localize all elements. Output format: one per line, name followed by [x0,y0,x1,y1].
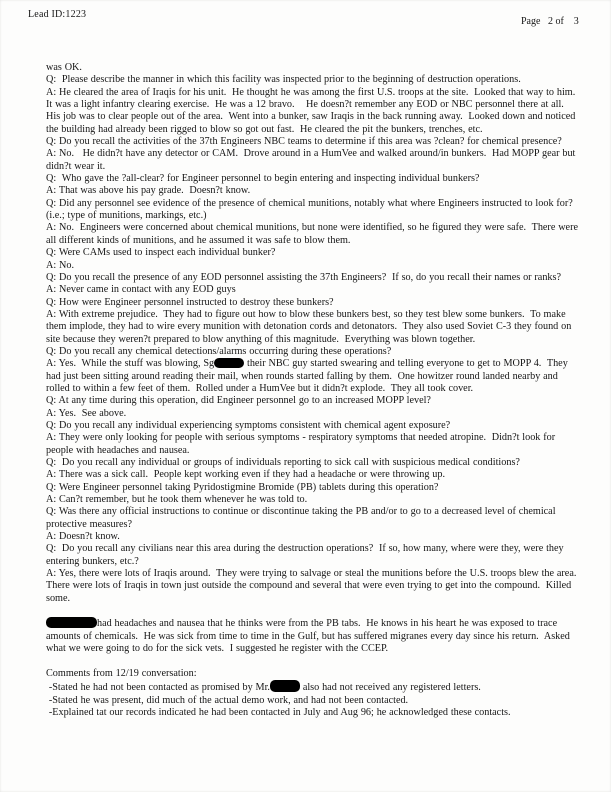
paragraph [46,309,578,346]
paragraph [46,707,578,719]
text-segment: their NBC guy started swearing and telling everyone to get to MOPP 4. They had just been sitting around reading their mail, when rounds started falling by them. One howitzer round landed nearby and rolled to within a few feet of them. Rolled under a HumVee but it didn?t explode. They all took cover. [46,358,571,394]
paragraph [46,222,581,247]
paragraph [46,198,578,223]
text-segment: Q: Do you recall any chemical detections/alarms occurring during these operations? [46,345,392,357]
redaction-box [270,680,300,692]
text-segment: A: Doesn?t know. [46,531,120,543]
text-segment: -Stated he was present, did much of the actual demo work, and had not been contacted. [46,694,409,706]
paragraph [46,272,578,284]
paragraph [46,543,578,568]
paragraph [46,680,578,694]
paragraph [46,432,578,457]
text-segment: Q: At any time during this operation, did Engineer personnel go to an increased MOPP level? [46,395,431,407]
text-segment: Q: Do you recall any individual experiencing symptoms consistent with chemical agent exposure? [46,419,451,431]
text-segment: Q: Do you recall the activities of the 37th Engineers NBC teams to determine if this area was ?clean? for chemical presence? [46,136,562,148]
paragraph [46,136,578,148]
paragraph [46,457,578,469]
paragraph [46,668,578,680]
text-segment: A: He cleared the area of Iraqis for his unit. He thought he was among the first U.S. troops at the site. Looked that way to him. It was a light infantry clearing exercise. He was a 12 bravo. He doesn?t remember any EOD or NBC personnel there at all. His job was to clear people out of the area. Went into a bunker, saw Iraqis in the back running away. Looked down and noticed the building had already been rigged to blow so got out fast. He cleared the pit the bunkers, trenches, etc. [46,86,581,135]
paragraph [46,358,578,395]
text-segment: Q: Were CAMs used to inspect each individual bunker? [46,247,276,259]
text-segment: Q: Were Engineer personnel taking Pyridostigmine Bromide (PB) tablets during this operation? [46,481,439,493]
text-segment: had headaches and nausea that he thinks were from the PB tabs. He knows in his heart he was exposed to trace amounts of chemicals. He was sick from time to time in the Gulf, but has suffered migranes every day since his return. Asked what we were going to do for the sick vets. I suggested he register with the CCEP. [46,618,573,655]
text-segment: A: Yes. While the stuff was blowing, Sg [46,358,215,370]
paragraph [46,284,578,296]
page-number: Page 2 of 3 [521,16,579,27]
text-segment: -Explained tat our records indicated he had been contacted in July and Aug 96; he acknowledged these contacts. [46,706,511,718]
text-segment: Comments from 12/19 conversation: [46,667,197,679]
text-segment: -Stated he had not been contacted as promised by Mr. [46,682,270,694]
text-segment: A: No. Engineers were concerned about chemical munitions, but none were identified, so he figured they were safe. There were all different kinds of munitions, and he assumed it was safe to blow them. [46,222,581,246]
paragraph [46,531,578,543]
paragraph [46,74,578,86]
paragraph [46,86,581,136]
text-segment: also had not received any registered letters. [299,682,481,694]
redaction-box [214,358,244,368]
paragraph [46,494,578,506]
paragraph [46,148,578,173]
text-segment: A: Can?t remember, but he took them whenever he was told to. [46,494,308,506]
text-segment: Q: Please describe the manner in which this facility was inspected prior to the beginning of destruction operations. [46,74,521,86]
text-segment: A: No. He didn?t have any detector or CAM. Drove around in a HumVee and walked around/in bunkers. Had MOPP gear but didn?t wear it. [46,148,579,172]
paragraph [46,185,578,197]
text-segment: A: Never came in contact with any EOD guys [46,284,236,296]
text-segment: A: Yes. See above. [46,407,127,419]
text-segment: Q: Was there any official instructions to continue or discontinue taking the PB and/or to go to a decreased level of chemical protective measures? [46,506,559,530]
paragraph [46,469,578,481]
redaction-box [46,617,97,628]
text-segment: Q: Who gave the ?all-clear? for Engineer personnel to begin entering and inspecting individual bunkers? [46,173,480,185]
paragraph [46,395,578,407]
paragraph [46,506,578,531]
text-segment: A: No. [46,259,75,271]
text-segment: Q: How were Engineer personnel instructed to destroy these bunkers? [46,296,334,308]
text-segment: was OK. [46,62,82,73]
text-segment: A: Yes, there were lots of Iraqis around. They were trying to salvage or steal the munitions before the U.S. troops blew the area. There were lots of Iraqis in town just outside the compound and several that were even trying to get into the compound. Killed some. [46,568,582,604]
text-segment: A: They were only looking for people with serious symptoms - respiratory symptoms that needed atropine. Didn?t look for people with headaches and nausea. [46,432,558,456]
text-segment: Q: Do you recall any civilians near this area during the destruction operations? If so, how many, where were they, were they entering bunkers, etc.? [46,543,567,567]
lead-id: Lead ID:1223 [28,9,87,20]
paragraph [46,62,578,74]
paragraph [46,482,578,494]
paragraph [46,420,578,432]
document-body [46,62,582,719]
paragraph [46,695,578,707]
text-segment: Q: Do you recall the presence of any EOD personnel assisting the 37th Engineers? If so, do you recall their names or ranks? [46,271,561,283]
paragraph [46,260,578,272]
text-segment: A: With extreme prejudice. They had to figure out how to blow these bunkers best, so they test blew some bunkers. To make them implode, they had to wire every munition with detonation cords and detonators. They also used Soviet C-3 they found on site because they weren?t prepared to blow anything of this magnitude. Everything was blown together. [46,308,575,345]
text-segment: Q: Do you recall any individual or groups of individuals reporting to sick call with suspicious medical conditions? [46,457,520,468]
paragraph [46,346,578,358]
paragraph [46,408,578,420]
paragraph [46,297,578,309]
paragraph [46,568,582,605]
paragraph [46,247,578,259]
text-segment: A: There was a sick call. People kept working even if they had a headache or were throwing up. [46,469,446,481]
text-segment: A: That was above his pay grade. Doesn?t know. [46,185,251,197]
text-segment: Q: Did any personnel see evidence of the presence of chemical munitions, notably what where Engineers instructed to look for? (i.e.; type of munitions, markings, etc.) [46,197,579,222]
paragraph [46,173,578,185]
paragraph [46,617,578,655]
